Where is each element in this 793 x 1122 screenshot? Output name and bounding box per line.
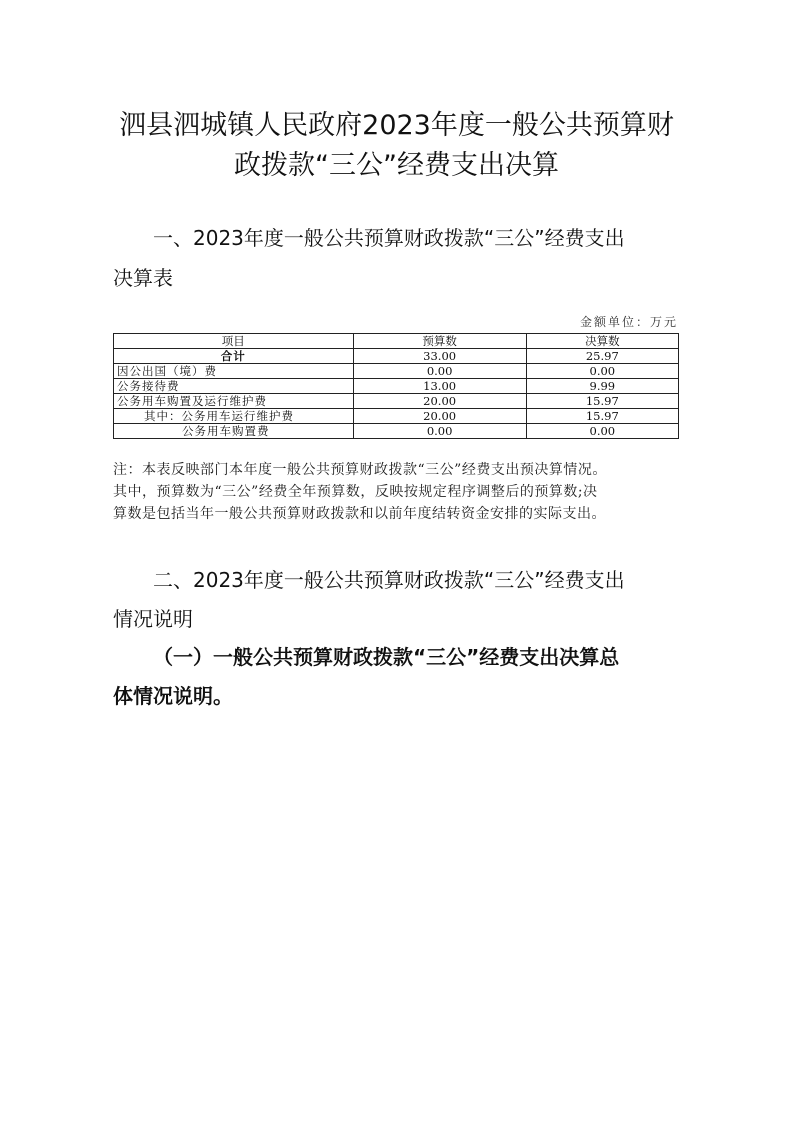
row-budget: 13.00 (353, 379, 526, 394)
table-row (114, 424, 679, 439)
note-line-1: 注：本表反映部门本年度一般公共预算财政拨款“三公”经费支出预决算情况。 (113, 462, 607, 478)
section-2-heading-line-1: 二、2023年度一般公共预算财政拨款“三公”经费支出 (153, 568, 625, 592)
table-row-total (114, 349, 679, 364)
row-budget: 20.00 (353, 409, 526, 424)
row-actual: 25.97 (526, 349, 678, 364)
row-name: 公务用车购置及运行维护费 (114, 394, 354, 409)
unit-label: 金额单位：万元 (579, 315, 678, 329)
subsection-1-heading-line-2: 体情况说明。 (113, 684, 233, 708)
table-header-row (114, 334, 679, 349)
row-name: 其中：公务用车运行维护费 (114, 409, 354, 424)
header-budget: 预算数 (353, 334, 526, 349)
header-item: 项目 (114, 334, 354, 349)
row-name: 合计 (114, 349, 354, 364)
row-budget: 0.00 (353, 424, 526, 439)
row-actual: 15.97 (526, 409, 678, 424)
document-title-line-2: 政拨款“三公”经费支出决算 (234, 150, 559, 181)
note-line-2: 其中，预算数为“三公”经费全年预算数，反映按规定程序调整后的预算数;决 (113, 484, 598, 500)
row-budget: 20.00 (353, 394, 526, 409)
section-1-heading-line-2: 决算表 (113, 266, 173, 290)
row-budget: 33.00 (353, 349, 526, 364)
subsection-1-heading-line-1: （一）一般公共预算财政拨款“三公”经费支出决算总 (153, 645, 620, 669)
note-line-3: 算数是包括当年一般公共预算财政拨款和以前年度结转资金安排的实际支出。 (113, 506, 606, 522)
row-name: 公务用车购置费 (114, 424, 354, 439)
row-name: 因公出国（境）费 (114, 364, 354, 379)
row-budget: 0.00 (353, 364, 526, 379)
table-note (113, 459, 683, 525)
section-2-heading-line-2: 情况说明 (113, 607, 193, 631)
document-title-line-1: 泗县泗城镇人民政府2023年度一般公共预算财 (119, 110, 674, 141)
row-actual: 0.00 (526, 364, 678, 379)
table-row (114, 409, 679, 424)
table-row (114, 394, 679, 409)
row-actual: 0.00 (526, 424, 678, 439)
row-name: 公务接待费 (114, 379, 354, 394)
row-actual: 9.99 (526, 379, 678, 394)
row-actual: 15.97 (526, 394, 678, 409)
table-row (114, 364, 679, 379)
section-1-heading-line-1: 一、2023年度一般公共预算财政拨款“三公”经费支出 (153, 226, 625, 250)
table-row (114, 379, 679, 394)
header-actual: 决算数 (526, 334, 678, 349)
budget-table (113, 333, 679, 439)
